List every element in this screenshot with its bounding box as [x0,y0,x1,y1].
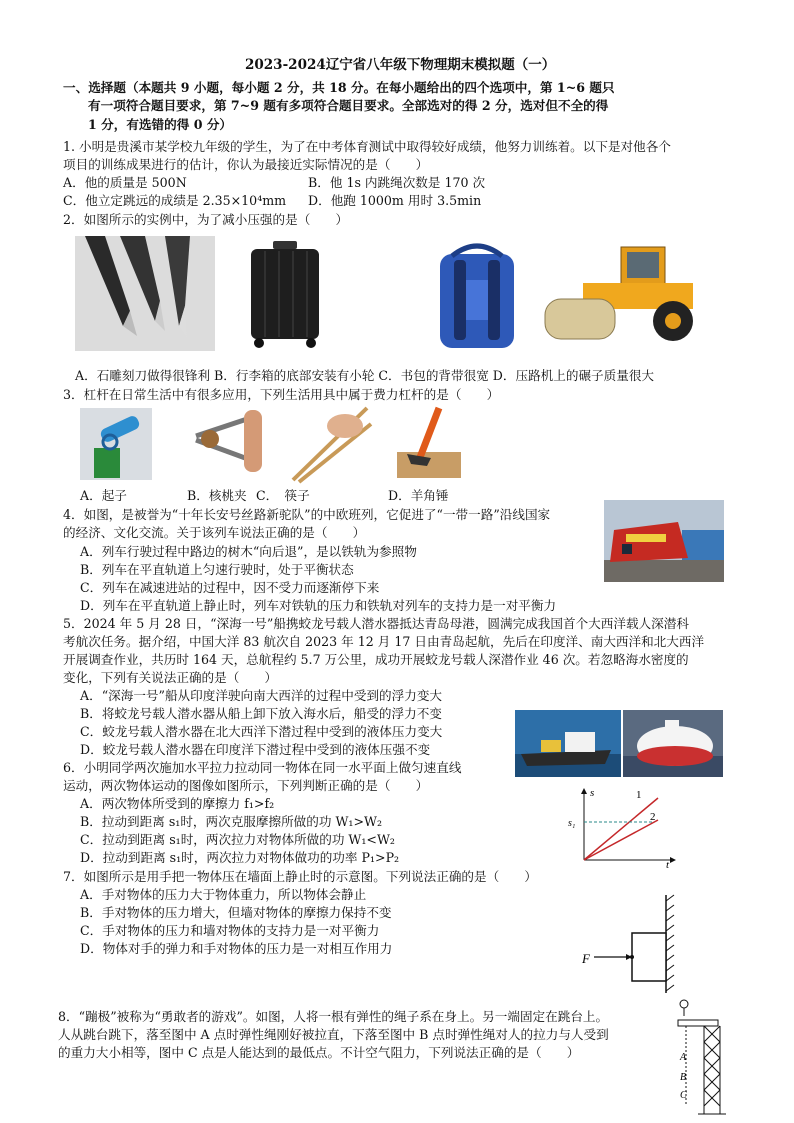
section-heading-line3: 1 分，有选错的得 0 分） [88,117,233,132]
q3-option-c: C． 筷子 [256,488,310,503]
jump-platform [678,1020,718,1026]
q5-option-b: B．将蛟龙号载人潜水器从船上卸下放入海水后，船受的浮力不变 [80,706,442,721]
q6-option-d: D．拉动到距离 s₁时，两次拉力对物体做功的功率 P₁>P₂ [80,850,400,865]
q5-stem-line2: 考航次任务。据介绍，中国大洋 83 航次自 2023 年 12 月 17 日由青岛起航，先后在印度洋、南大西洋和北大西洋 [63,634,705,649]
point-c-label: C [680,1090,687,1101]
q6-stem-line1: 6．小明同学两次施加水平拉力拉动同一物体在同一水平面上做匀速直线 [63,760,462,775]
q7-option-c: C．手对物体的压力和墙对物体的支持力是一对平衡力 [80,923,380,938]
q3-option-b: B．核桃夹 [187,488,247,503]
q1-option-b: B．他 1s 内跳绳次数是 170 次 [308,175,486,190]
pressed-block [632,933,666,981]
q6-option-b: B．拉动到距离 s₁时，两次克服摩擦所做的功 W₁>W₂ [80,814,382,829]
q4-stem-line1: 4．如图，是被誉为“十年长安号丝路新驼队”的中欧班列，它促进了“一带一路”沿线国家 [63,507,551,522]
q1-stem-line1: 1. 小明是贵溪市某学校九年级的学生，为了在中考体育测试中取得较好成绩，他努力训练着。以下是对他各个 [63,139,671,154]
line-1-label: 1 [636,789,642,801]
jumper-figure [680,1000,688,1008]
q5-option-c: C．蛟龙号载人潜水器在北大西洋下潜过程中受到的液体压力变大 [80,724,443,739]
bungee-tower-diagram [672,998,732,1116]
graph-line-1 [584,798,658,860]
s-axis-label: s [590,787,595,799]
q6-option-a: A．两次物体所受到的摩擦力 f₁>f₂ [80,796,275,811]
point-b-label: B [680,1072,687,1083]
carving-knife-image [75,236,215,351]
q1-option-a: A．他的质量是 500N [63,175,187,190]
q5-option-d: D．蛟龙号载人潜水器在印度洋下潜过程中受到的液体压强不变 [80,742,431,757]
q3-option-d: D．羊角锤 [388,488,449,503]
q3-stem: 3．杠杆在日常生活中有很多应用，下列生活用具中属于费力杠杆的是（ ） [63,387,500,402]
q5-stem-line1: 5．2024 年 5 月 28 日，“深海一号”船携蛟龙号载人潜水器抵达青岛母港，圆满完成我国首个大西洋载人深潜科 [63,616,689,631]
q1-stem-line2: 项目的训练成果进行的估计，你认为最接近实际情况的是（ ） [63,157,429,172]
q8-stem-line2: 人从跳台跳下，落至图中 A 点时弹性绳刚好被拉直，下落至图中 B 点时弹性绳对人的拉力与人受到 [58,1027,609,1042]
road-roller-image [543,243,703,345]
s-t-graph [566,786,676,868]
q5-stem-line3: 开展调查作业，共历时 164 天，总航程约 5.7 万公里，成功开展蛟龙号载人深潜作业 46 次。若忽略海水密度的 [63,652,689,667]
q6-option-c: C．拉动到距离 s₁时，两次拉力对物体所做的功 W₁<W₂ [80,832,395,847]
q4-option-d: D．列车在平直轨道上静止时，列车对铁轨的压力和铁轨对列车的支持力是一对平衡力 [80,598,557,613]
q1-option-d: D．他跑 1000m 用时 3.5min [308,193,482,208]
force-label: F [582,951,590,966]
q6-stem-line2: 运动，两次物体运动的图像如图所示，下列判断正确的是（ ） [63,778,429,793]
point-a-label: A [680,1052,687,1063]
suitcase-image [245,239,325,351]
q1-option-c: C．他立定跳远的成绩是 2.35×10⁴mm [63,193,287,208]
t-axis-label: t [666,859,670,868]
q7-option-a: A．手对物体的压力大于物体重力，所以物体会静止 [80,887,367,902]
q5-stem-line4: 变化，下列有关说法正确的是（ ） [63,670,278,685]
nutcracker-image [186,406,266,476]
q4-option-b: B．列车在平直轨道上匀速行驶时，处于平衡状态 [80,562,354,577]
q3-option-a: A．起子 [80,488,127,503]
s1-label: s₁ [568,818,576,829]
tower-frame [698,1026,726,1114]
section-heading-line2: 有一项符合题目要求，第 7~9 题有多项符合题目要求。全部选对的得 2 分，选对但不全的得 [88,98,609,113]
section-heading-line1: 一、选择题（本题共 9 小题，每小题 2 分，共 18 分。在每小题给出的四个选项中，第 1~6 题只 [63,80,615,95]
submersible-image [623,710,723,777]
q8-stem-line3: 的重力大小相等，图中 C 点是人能达到的最低点。不计空气阻力，下列说法正确的是（ ） [58,1045,580,1060]
q2-options: A．石雕刻刀做得很锋利 B．行李箱的底部安装有小轮 C．书包的背带很宽 D．压路机上的碾子质量很大 [75,368,655,383]
q4-option-a: A．列车行驶过程中路边的树木“向后退”，是以铁轨为参照物 [80,544,417,559]
q8-stem-line1: 8．“蹦极”被称为“勇敢者的游戏”。如图，人将一根有弹性的绳子系在身上。另一端固定在跳台上。 [58,1009,609,1024]
line-2-label: 2 [650,811,656,823]
q7-stem: 7．如图所示是用手把一物体压在墙面上静止时的示意图。下列说法正确的是（ ） [63,869,537,884]
q4-stem-line2: 的经济、文化交流。关于该列车说法正确的是（ ） [63,525,366,540]
q2-stem: 2．如图所示的实例中，为了减小压强的是（ ） [63,212,349,227]
backpack-image [432,240,522,352]
wall-press-diagram [578,893,678,995]
q7-option-b: B．手对物体的压力增大，但墙对物体的摩擦力保持不变 [80,905,392,920]
wall-hatching [666,895,674,991]
q7-option-d: D．物体对手的弹力和手对物体的压力是一对相互作用力 [80,941,393,956]
claw-hammer-image [397,404,461,478]
graph-line-2 [584,820,658,860]
chopsticks-image [285,402,375,484]
q4-option-c: C．列车在减速进站的过程中，因不受力而逐渐停下来 [80,580,380,595]
page-title: 2023-2024辽宁省八年级下物理期末模拟题（一） [245,57,556,73]
research-ship-image [515,710,621,777]
bottle-opener-image [80,408,152,480]
q5-option-a: A．“深海一号”船从印度洋驶向南大西洋的过程中受到的浮力变大 [80,688,443,703]
train-image [604,500,724,582]
